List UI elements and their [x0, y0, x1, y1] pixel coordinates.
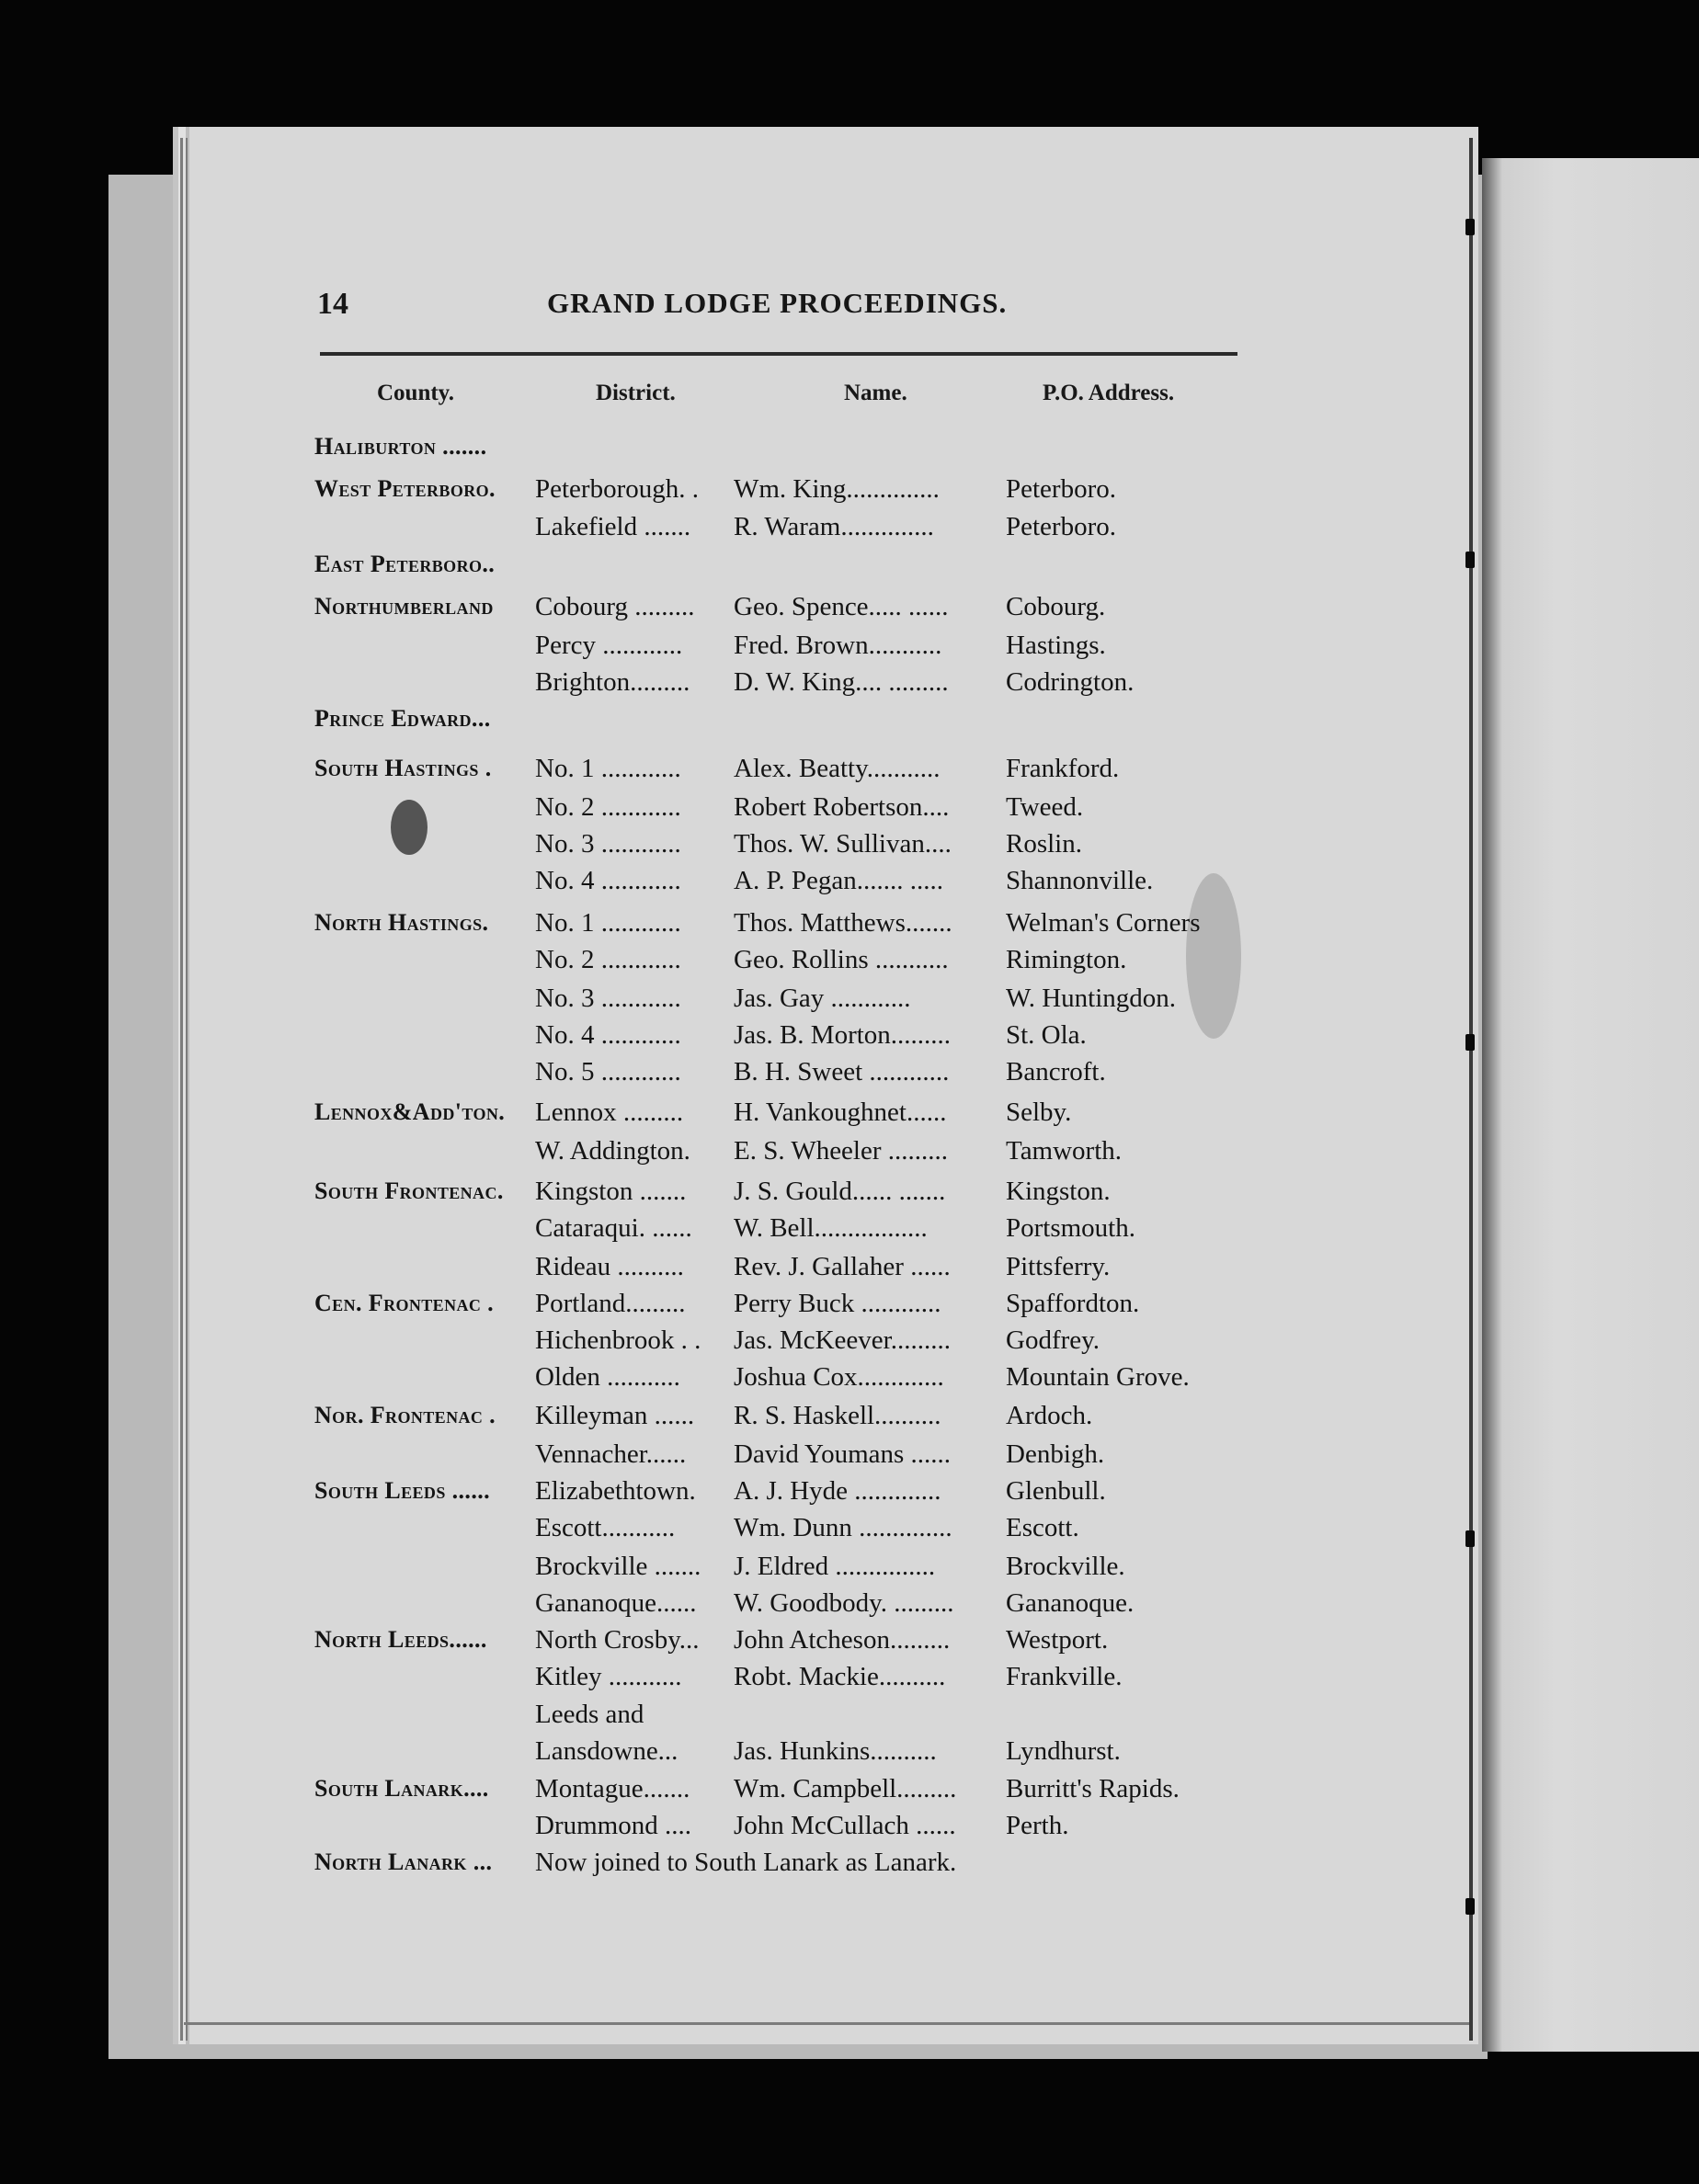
- table-row: [0, 1548, 1471, 1585]
- county-cell: South Leeds ......: [314, 1477, 491, 1504]
- page-header: [317, 287, 1237, 333]
- table-row: [0, 627, 1471, 664]
- district-cell: Gananoque......: [535, 1588, 697, 1618]
- district-cell: Brighton.........: [535, 667, 690, 697]
- name-cell: David Youmans ......: [734, 1439, 952, 1469]
- po-address-cell: Selby.: [1006, 1098, 1072, 1127]
- table-row: [0, 1509, 1471, 1546]
- name-cell: Geo. Rollins ...........: [734, 945, 949, 974]
- district-cell: Portland.........: [535, 1289, 686, 1318]
- table-row: [0, 980, 1471, 1017]
- table-row: [0, 1322, 1471, 1359]
- district-cell: W. Addington.: [535, 1136, 690, 1166]
- name-cell: Wm. Campbell.........: [734, 1774, 957, 1803]
- name-cell: Wm. King..............: [734, 474, 940, 504]
- county-cell: Nor. Frontenac .: [314, 1402, 496, 1428]
- table-row: [0, 825, 1471, 862]
- district-cell: Brockville .......: [535, 1552, 701, 1581]
- name-cell: W. Goodbody. .........: [734, 1588, 954, 1618]
- name-cell: H. Vankoughnet......: [734, 1098, 947, 1127]
- name-cell: J. S. Gould...... .......: [734, 1177, 946, 1206]
- district-cell: Lansdowne...: [535, 1736, 678, 1766]
- po-address-cell: Pittsferry.: [1006, 1252, 1111, 1281]
- name-cell: Thos. W. Sullivan....: [734, 829, 952, 859]
- district-cell: No. 2 ............: [535, 945, 681, 974]
- county-cell: North Hastings.: [314, 909, 489, 936]
- name-cell: Jas. Hunkins..........: [734, 1736, 937, 1766]
- county-cell: Lennox&Add'ton.: [314, 1098, 506, 1125]
- table-row: [0, 1210, 1471, 1246]
- facing-page: [1482, 158, 1699, 2052]
- note-cell: Now joined to South Lanark as Lanark.: [535, 1848, 957, 1877]
- district-cell: Kitley ...........: [535, 1662, 682, 1691]
- name-cell: A. P. Pegan....... .....: [734, 866, 943, 895]
- county-cell: West Peterboro.: [314, 475, 496, 502]
- district-cell: No. 3 ............: [535, 984, 681, 1013]
- po-address-cell: Gananoque.: [1006, 1588, 1135, 1618]
- district-cell: Rideau ..........: [535, 1252, 684, 1281]
- district-cell: Cataraqui. ......: [535, 1213, 692, 1243]
- name-cell: Robt. Mackie..........: [734, 1662, 946, 1691]
- county-cell: Prince Edward...: [314, 705, 491, 732]
- binding-stitch: [1465, 219, 1475, 235]
- po-address-cell: Roslin.: [1006, 829, 1082, 859]
- po-address-cell: Welman's Corners: [1006, 908, 1201, 938]
- column-header-po-address: P.O. Address.: [1043, 381, 1175, 405]
- po-address-cell: Westport.: [1006, 1625, 1109, 1655]
- table-row: [0, 1397, 1471, 1434]
- table-row: [0, 750, 1471, 787]
- district-cell: Drummond ....: [535, 1811, 691, 1840]
- district-cell: Hichenbrook . .: [535, 1325, 701, 1355]
- name-cell: Geo. Spence..... ......: [734, 592, 949, 621]
- table-row: [0, 1053, 1471, 1090]
- po-address-cell: Kingston.: [1006, 1177, 1111, 1206]
- table-row: [0, 1173, 1471, 1210]
- po-address-cell: Codrington.: [1006, 667, 1135, 697]
- po-address-cell: Frankford.: [1006, 754, 1120, 783]
- po-address-cell: Rimington.: [1006, 945, 1127, 974]
- name-cell: Jas. McKeever.........: [734, 1325, 951, 1355]
- po-address-cell: Mountain Grove.: [1006, 1362, 1190, 1392]
- page-number: 14: [317, 287, 348, 321]
- table-row: [0, 1733, 1471, 1769]
- district-cell: Olden ...........: [535, 1362, 680, 1392]
- county-cell: East Peterboro..: [314, 551, 496, 577]
- name-cell: R. Waram..............: [734, 512, 934, 541]
- table-row: [0, 862, 1471, 899]
- table-row: [0, 1844, 1471, 1881]
- table-row: [0, 1658, 1471, 1695]
- name-cell: B. H. Sweet ............: [734, 1057, 950, 1086]
- po-address-cell: St. Ola.: [1006, 1020, 1087, 1050]
- county-cell: North Lanark ...: [314, 1848, 493, 1875]
- po-address-cell: Peterboro.: [1006, 512, 1116, 541]
- table-row: [0, 789, 1471, 825]
- name-cell: Jas. B. Morton.........: [734, 1020, 952, 1050]
- table-row: [0, 1248, 1471, 1285]
- name-cell: Thos. Matthews.......: [734, 908, 952, 938]
- county-cell: Haliburton .......: [314, 433, 487, 460]
- po-address-cell: Ardoch.: [1006, 1401, 1093, 1430]
- district-cell: Elizabethtown.: [535, 1476, 696, 1506]
- district-cell: Peterborough. .: [535, 474, 699, 504]
- po-address-cell: Glenbull.: [1006, 1476, 1106, 1506]
- po-address-cell: Lyndhurst.: [1006, 1736, 1121, 1766]
- binding-stitch: [1465, 1898, 1475, 1915]
- district-cell: Percy ............: [535, 631, 683, 660]
- table-row: [0, 471, 1471, 507]
- po-address-cell: Brockville.: [1006, 1552, 1125, 1581]
- name-cell: W. Bell.................: [734, 1213, 928, 1243]
- po-address-cell: Portsmouth.: [1006, 1213, 1135, 1243]
- table-row: [0, 941, 1471, 978]
- table-row: [0, 428, 1471, 465]
- county-cell: South Hastings .: [314, 755, 492, 781]
- name-cell: John Atcheson.........: [734, 1625, 951, 1655]
- name-cell: Joshua Cox.............: [734, 1362, 944, 1392]
- county-cell: Northumberland: [314, 593, 494, 620]
- table-row: [0, 1770, 1471, 1807]
- column-header-county: County.: [377, 381, 455, 405]
- table-row: [0, 588, 1471, 625]
- po-address-cell: W. Huntingdon.: [1006, 984, 1177, 1013]
- po-address-cell: Cobourg.: [1006, 592, 1106, 621]
- county-cell: South Frontenac.: [314, 1177, 504, 1204]
- po-address-cell: Godfrey.: [1006, 1325, 1100, 1355]
- district-cell: Killeyman ......: [535, 1401, 695, 1430]
- po-address-cell: Tweed.: [1006, 792, 1084, 822]
- district-cell: No. 1 ............: [535, 754, 681, 783]
- district-cell: Leeds and: [535, 1700, 644, 1729]
- po-address-cell: Frankville.: [1006, 1662, 1123, 1691]
- name-cell: E. S. Wheeler .........: [734, 1136, 949, 1166]
- name-cell: R. S. Haskell..........: [734, 1401, 941, 1430]
- name-cell: Fred. Brown...........: [734, 631, 942, 660]
- running-head: GRAND LODGE PROCEEDINGS.: [547, 287, 1008, 319]
- po-address-cell: Denbigh.: [1006, 1439, 1105, 1469]
- district-cell: Kingston .......: [535, 1177, 687, 1206]
- column-header-name: Name.: [844, 381, 907, 405]
- district-cell: Cobourg .........: [535, 592, 695, 621]
- table-row: [0, 1285, 1471, 1322]
- po-address-cell: Tamworth.: [1006, 1136, 1123, 1166]
- name-cell: Robert Robertson....: [734, 792, 950, 822]
- header-rule: [320, 352, 1237, 356]
- district-cell: No. 4 ............: [535, 1020, 681, 1050]
- district-cell: Escott...........: [535, 1513, 676, 1542]
- table-row: [0, 1807, 1471, 1844]
- district-cell: Vennacher......: [535, 1439, 687, 1469]
- name-cell: Perry Buck ............: [734, 1289, 941, 1318]
- table-row: [0, 1621, 1471, 1658]
- name-cell: Alex. Beatty...........: [734, 754, 941, 783]
- district-cell: No. 2 ............: [535, 792, 681, 822]
- table-row: [0, 664, 1471, 700]
- po-address-cell: Bancroft.: [1006, 1057, 1106, 1086]
- po-address-cell: Burritt's Rapids.: [1006, 1774, 1180, 1803]
- table-row: [0, 1585, 1471, 1621]
- po-address-cell: Perth.: [1006, 1811, 1069, 1840]
- name-cell: J. Eldred ...............: [734, 1552, 936, 1581]
- name-cell: Rev. J. Gallaher ......: [734, 1252, 951, 1281]
- po-address-cell: Peterboro.: [1006, 474, 1116, 504]
- table-row: [0, 1696, 1471, 1733]
- table-row: [0, 1017, 1471, 1053]
- district-cell: No. 1 ............: [535, 908, 681, 938]
- district-cell: No. 3 ............: [535, 829, 681, 859]
- table-row: [0, 1132, 1471, 1169]
- name-cell: Wm. Dunn ..............: [734, 1513, 952, 1542]
- table-row: [0, 508, 1471, 545]
- table-row: [0, 1094, 1471, 1131]
- district-cell: Lakefield .......: [535, 512, 691, 541]
- column-header-district: District.: [596, 381, 676, 405]
- table-row: [0, 1436, 1471, 1473]
- po-address-cell: Shannonville.: [1006, 866, 1154, 895]
- table-row: [0, 1359, 1471, 1395]
- district-cell: Montague.......: [535, 1774, 690, 1803]
- name-cell: John McCullach ......: [734, 1811, 956, 1840]
- table-row: [0, 700, 1471, 737]
- po-address-cell: Spaffordton.: [1006, 1289, 1140, 1318]
- page-edge-line: [184, 2022, 1471, 2025]
- county-cell: South Lanark....: [314, 1775, 489, 1802]
- district-cell: No. 4 ............: [535, 866, 681, 895]
- name-cell: D. W. King.... .........: [734, 667, 949, 697]
- table-row: [0, 904, 1471, 941]
- po-address-cell: Escott.: [1006, 1513, 1079, 1542]
- po-address-cell: Hastings.: [1006, 631, 1106, 660]
- table-row: [0, 1473, 1471, 1509]
- county-cell: North Leeds......: [314, 1626, 487, 1653]
- district-cell: North Crosby...: [535, 1625, 700, 1655]
- name-cell: A. J. Hyde .............: [734, 1476, 941, 1506]
- district-cell: No. 5 ............: [535, 1057, 681, 1086]
- name-cell: Jas. Gay ............: [734, 984, 911, 1013]
- district-cell: Lennox .........: [535, 1098, 684, 1127]
- county-cell: Cen. Frontenac .: [314, 1290, 495, 1316]
- table-row: [0, 546, 1471, 583]
